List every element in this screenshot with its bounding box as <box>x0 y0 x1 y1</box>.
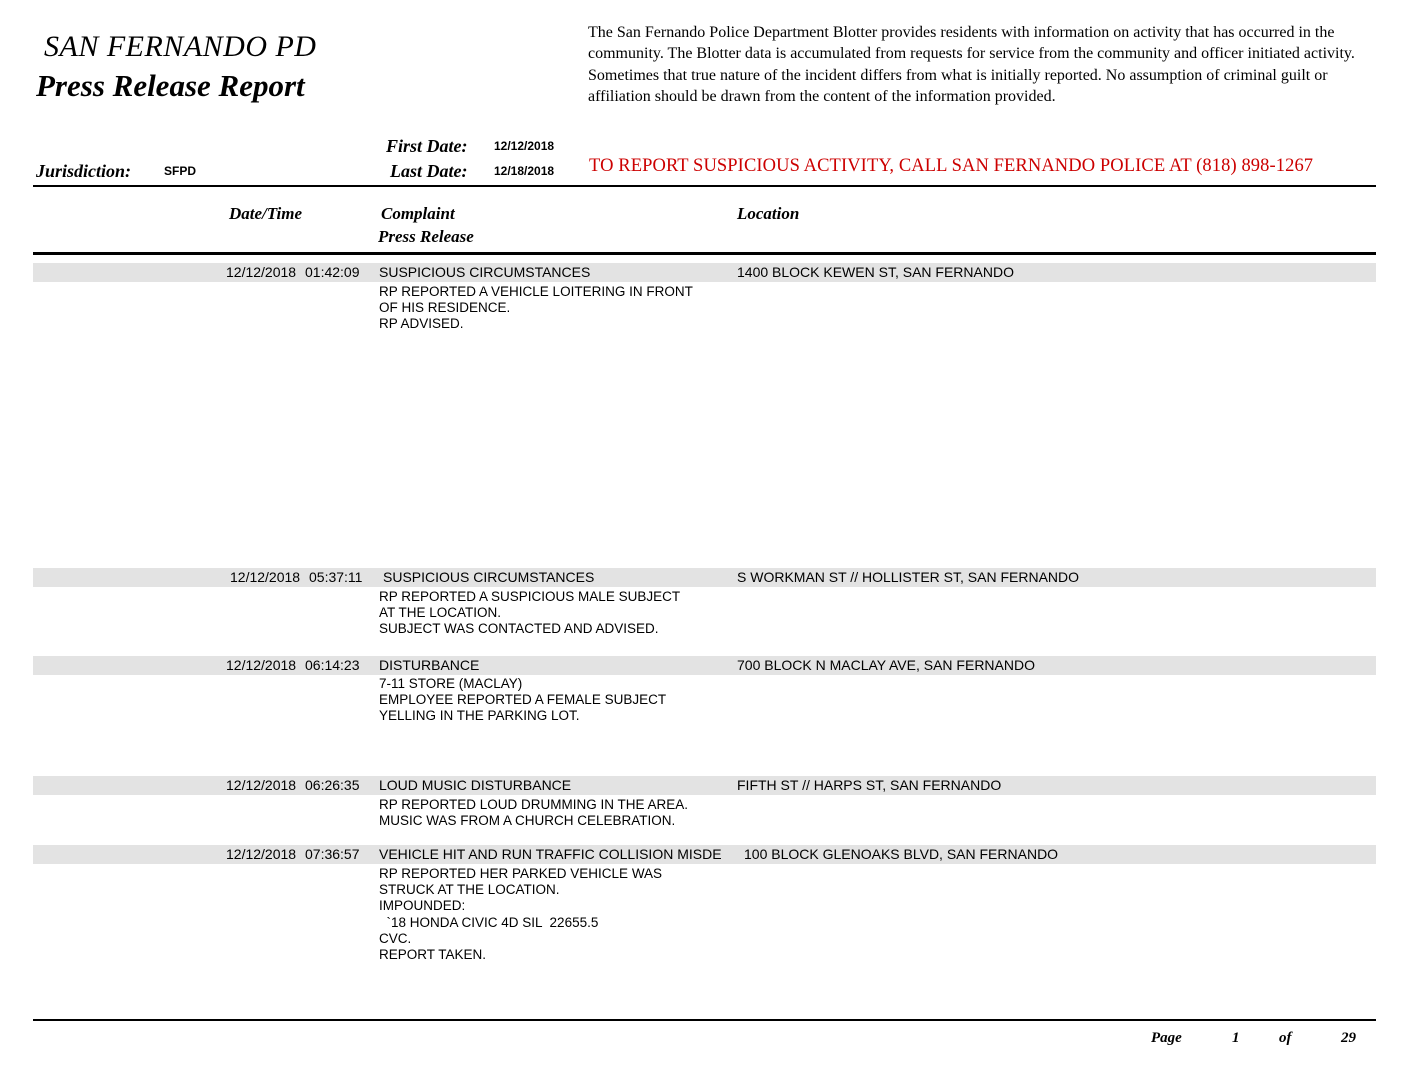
incident-press-release: 7-11 STORE (MACLAY) EMPLOYEE REPORTED A FEMALE SUBJECT YELLING IN THE PARKING LOT. <box>379 676 667 724</box>
report-title: Press Release Report <box>36 68 305 103</box>
jurisdiction-value: SFPD <box>164 164 197 178</box>
incident-press-release: RP REPORTED HER PARKED VEHICLE WAS STRUCK AT THE LOCATION. IMPOUNDED: `18 HONDA CIVIC 4D SIL 22655.5 CVC. REPORT TAKEN. <box>379 866 663 963</box>
column-datetime: Date/Time <box>229 204 303 223</box>
of-label: of <box>1279 1030 1292 1046</box>
incident-location: S WORKMAN ST // HOLLISTER ST, SAN FERNANDO <box>737 569 1080 585</box>
incident-time: 01:42:09 <box>305 264 360 280</box>
incident-location: FIFTH ST // HARPS ST, SAN FERNANDO <box>737 777 1002 793</box>
incident-complaint: LOUD MUSIC DISTURBANCE <box>379 777 572 793</box>
incident-time: 07:36:57 <box>305 846 360 862</box>
jurisdiction-label: Jurisdiction: <box>36 161 132 181</box>
column-press-release: Press Release <box>378 227 474 246</box>
agency-title: SAN FERNANDO PD <box>44 30 317 63</box>
first-date-label: First Date: <box>386 136 468 156</box>
page-number: 1 <box>1232 1030 1240 1046</box>
incident-date: 12/12/2018 <box>226 264 297 280</box>
incident-time: 06:14:23 <box>305 657 360 673</box>
incident-location: 700 BLOCK N MACLAY AVE, SAN FERNANDO <box>737 657 1035 673</box>
incident-complaint: VEHICLE HIT AND RUN TRAFFIC COLLISION MISDE <box>379 846 722 862</box>
incident-press-release: RP REPORTED LOUD DRUMMING IN THE AREA. MUSIC WAS FROM A CHURCH CELEBRATION. <box>379 797 689 829</box>
intro-text: The San Fernando Police Department Blotter provides residents with information on activity that has occurred in the community. The Blotter data is accumulated from requests for service from the community and officer initiated activity. Sometimes that true nature of the incident differs from what is initially reported. No assumption of criminal guilt or affiliation should be drawn from the content of the information provided. <box>588 24 1355 106</box>
columns-rule <box>33 252 1376 255</box>
incident-date: 12/12/2018 <box>226 657 297 673</box>
report-notice: TO REPORT SUSPICIOUS ACTIVITY, CALL SAN FERNANDO POLICE AT (818) 898-1267 <box>589 156 1314 176</box>
incident-press-release: RP REPORTED A VEHICLE LOITERING IN FRONT OF HIS RESIDENCE. RP ADVISED. <box>379 284 693 332</box>
column-location: Location <box>737 204 800 223</box>
header-rule <box>33 185 1376 187</box>
footer-rule <box>33 1019 1376 1021</box>
incident-location: 100 BLOCK GLENOAKS BLVD, SAN FERNANDO <box>744 846 1059 862</box>
last-date-label: Last Date: <box>390 161 468 181</box>
incident-press-release: RP REPORTED A SUSPICIOUS MALE SUBJECT AT THE LOCATION. SUBJECT WAS CONTACTED AND ADVISED. <box>379 589 681 637</box>
incident-date: 12/12/2018 <box>230 569 301 585</box>
incident-complaint: SUSPICIOUS CIRCUMSTANCES <box>379 264 591 280</box>
incident-date: 12/12/2018 <box>226 846 297 862</box>
incident-location: 1400 BLOCK KEWEN ST, SAN FERNANDO <box>737 264 1014 280</box>
total-pages: 29 <box>1341 1030 1356 1046</box>
page-label: Page <box>1151 1030 1182 1046</box>
last-date-value: 12/18/2018 <box>494 164 555 178</box>
incident-complaint: SUSPICIOUS CIRCUMSTANCES <box>383 569 595 585</box>
incident-complaint: DISTURBANCE <box>379 657 480 673</box>
incident-time: 06:26:35 <box>305 777 360 793</box>
incident-date: 12/12/2018 <box>226 777 297 793</box>
incident-time: 05:37:11 <box>309 569 363 585</box>
first-date-value: 12/12/2018 <box>494 139 555 153</box>
column-complaint: Complaint <box>381 204 455 223</box>
